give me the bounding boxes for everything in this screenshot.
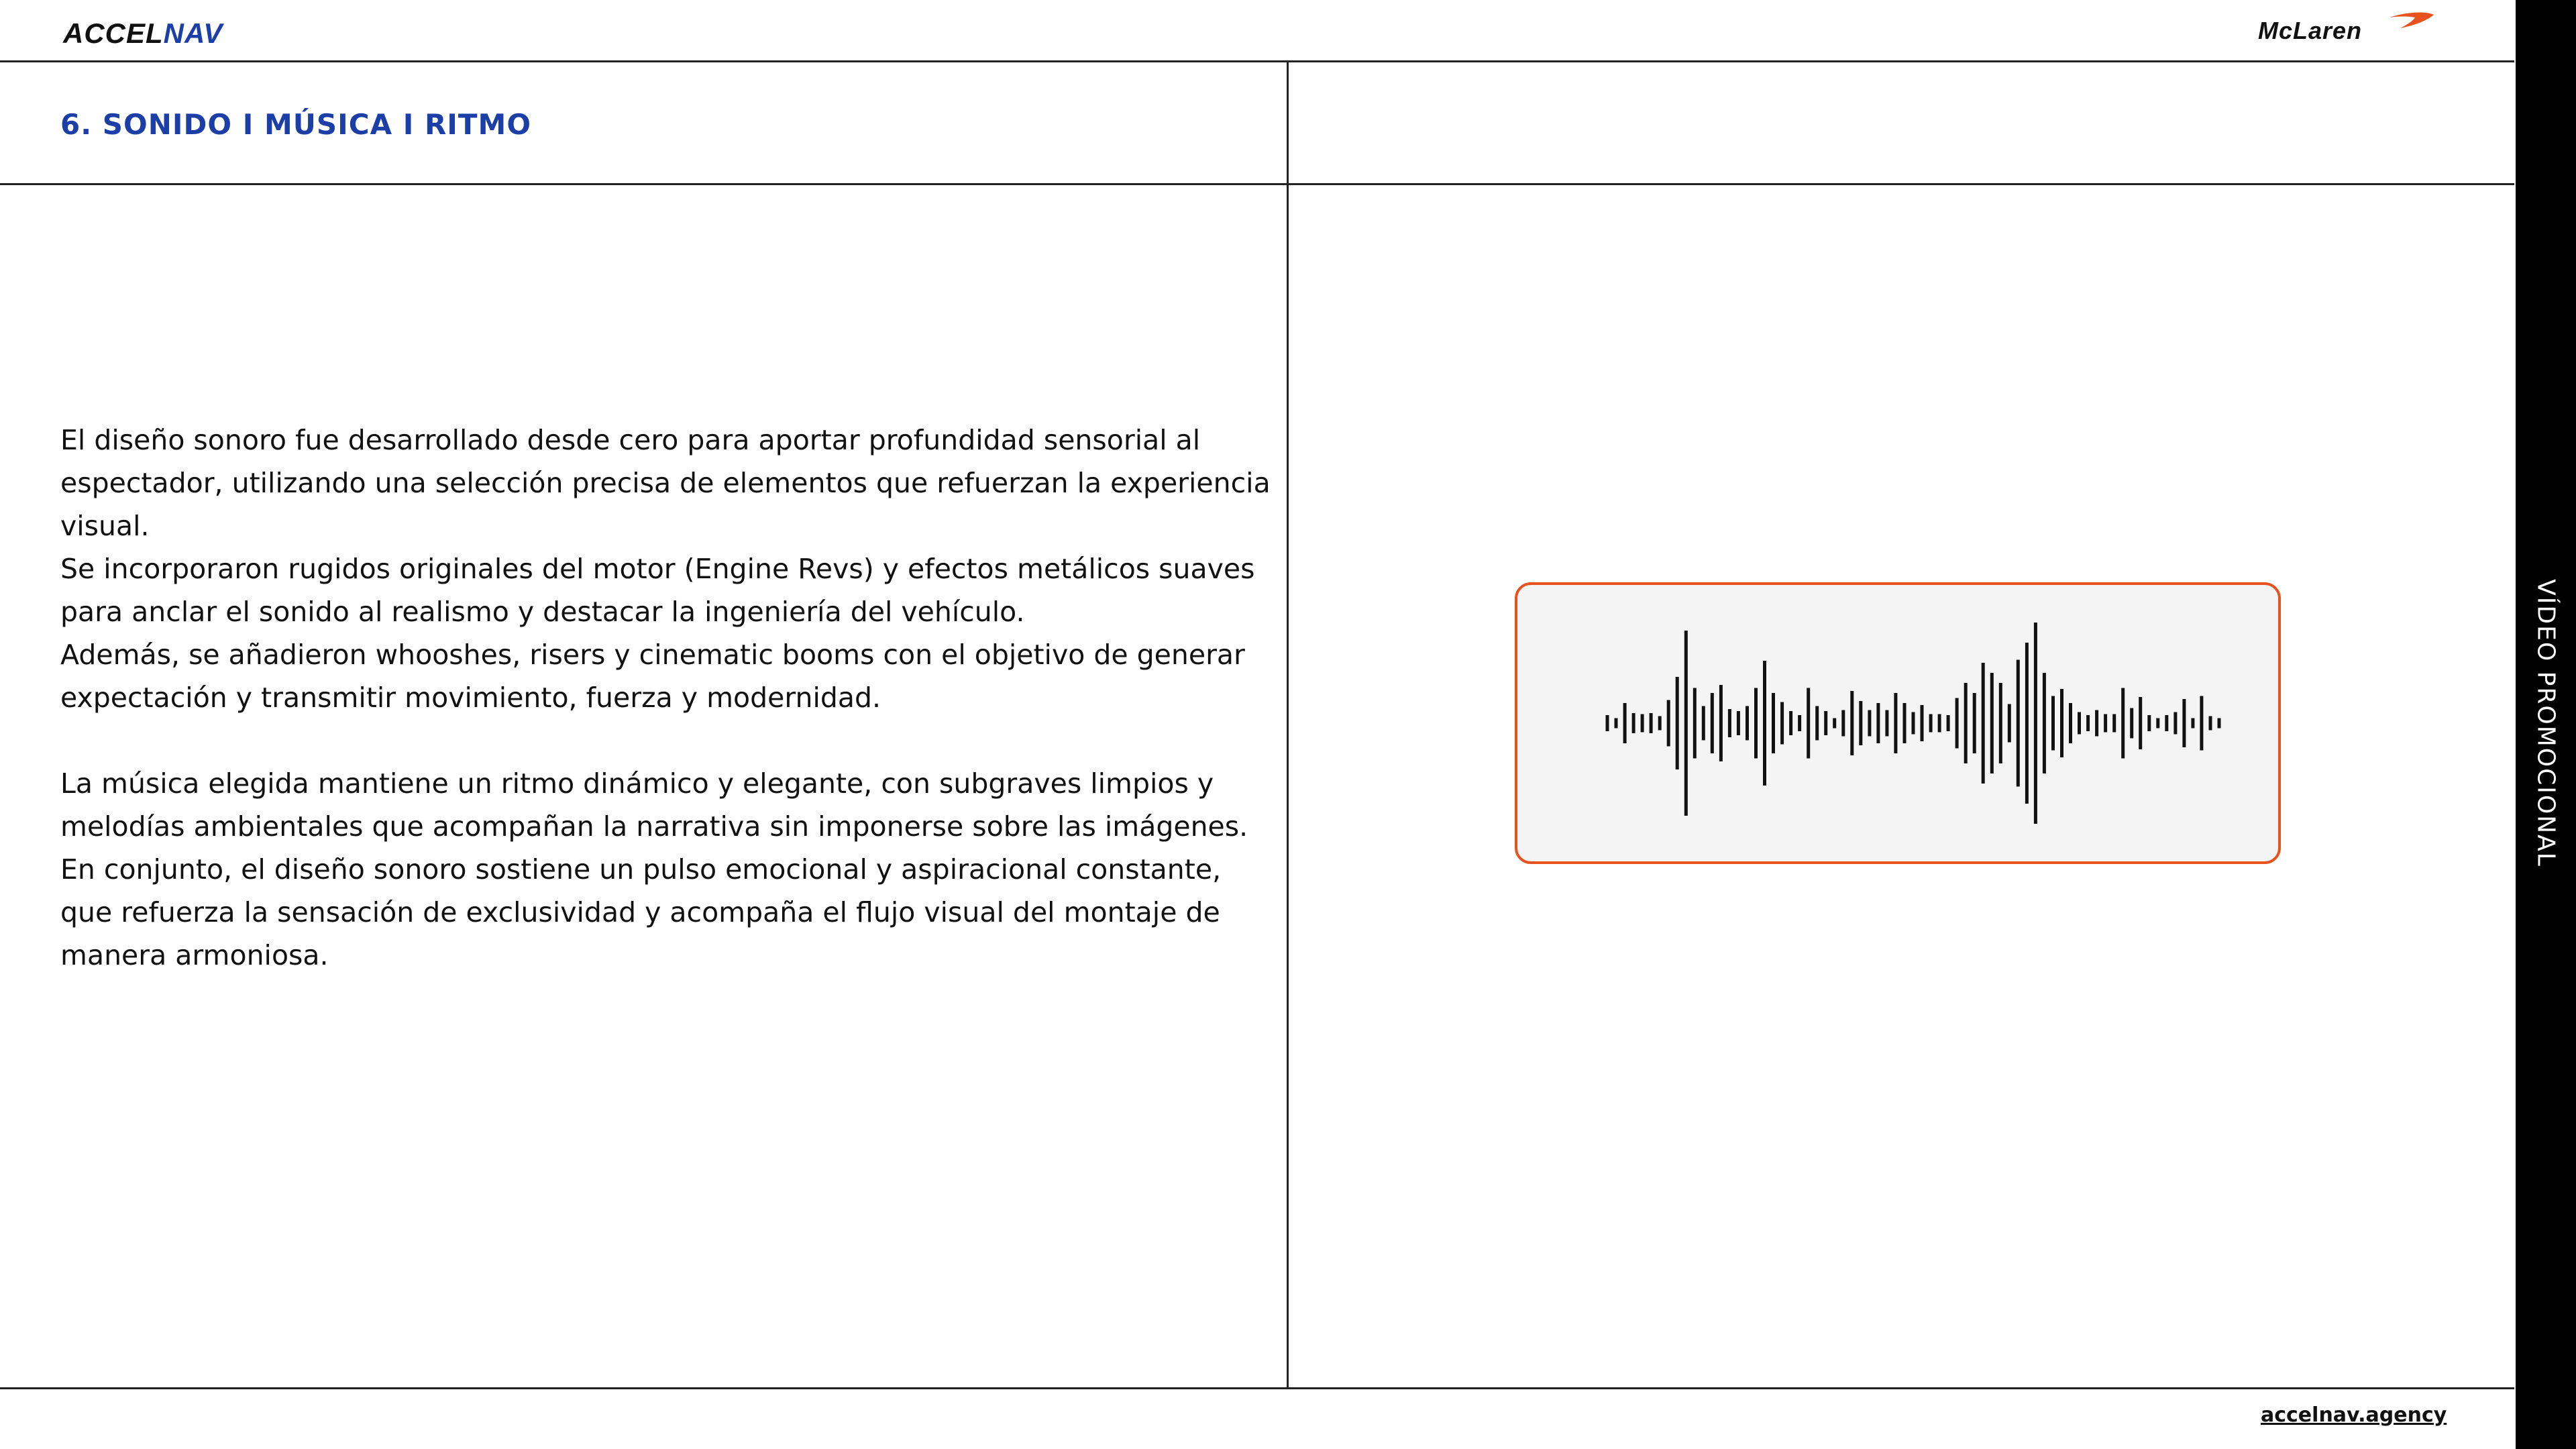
title-divider <box>0 183 2514 185</box>
logo-nav-text: NAV <box>163 17 223 49</box>
sidebar-label: VÍDEO PROMOCIONAL <box>2532 579 2560 867</box>
column-divider <box>1287 62 1289 1389</box>
accelnav-logo <box>63 17 223 50</box>
sound-waveform-icon <box>1517 585 2278 861</box>
footer-website-link[interactable]: accelnav.agency <box>2261 1403 2447 1427</box>
waveform-card <box>1515 582 2281 864</box>
logo-accel-text: ACCEL <box>63 17 164 49</box>
paragraph-whooshes: Además, se añadieron whooshes, risers y cinematic booms con el objetivo de generar expectación y transmitir movimiento, fuerza y modernidad. <box>60 639 1245 714</box>
paragraph-conclusion: En conjunto, el diseño sonoro sostiene un pulso emocional y aspiracional constante, que refuerza la sensación de exclusividad y acompaña el flujo visual del montaje de manera armoniosa. <box>60 853 1222 971</box>
paragraph-sound-design: El diseño sonoro fue desarrollado desde cero para aportar profundidad sensorial al espectador, utilizando una selección precisa de elementos que refuerzan la experiencia visual. <box>60 424 1271 542</box>
mclaren-wordmark: McLaren <box>2258 17 2363 43</box>
footer-divider <box>0 1387 2514 1389</box>
header-divider <box>0 60 2514 62</box>
section-title: 6. SONIDO I MÚSICA I RITMO <box>60 108 532 141</box>
paragraph-engine-revs: Se incorporaron rugidos originales del motor (Engine Revs) y efectos metálicos suaves para anclar el sonido al realismo y destacar la ingeniería del vehículo. <box>60 553 1255 628</box>
mclaren-swoosh-icon <box>2390 13 2434 28</box>
mclaren-logo <box>2257 12 2434 43</box>
paragraph-music: La música elegida mantiene un ritmo dinámico y elegante, con subgraves limpios y melodías ambientales que acompañan la narrativa sin imponerse sobre las imágenes. <box>60 767 1248 843</box>
body-text <box>60 419 1273 977</box>
